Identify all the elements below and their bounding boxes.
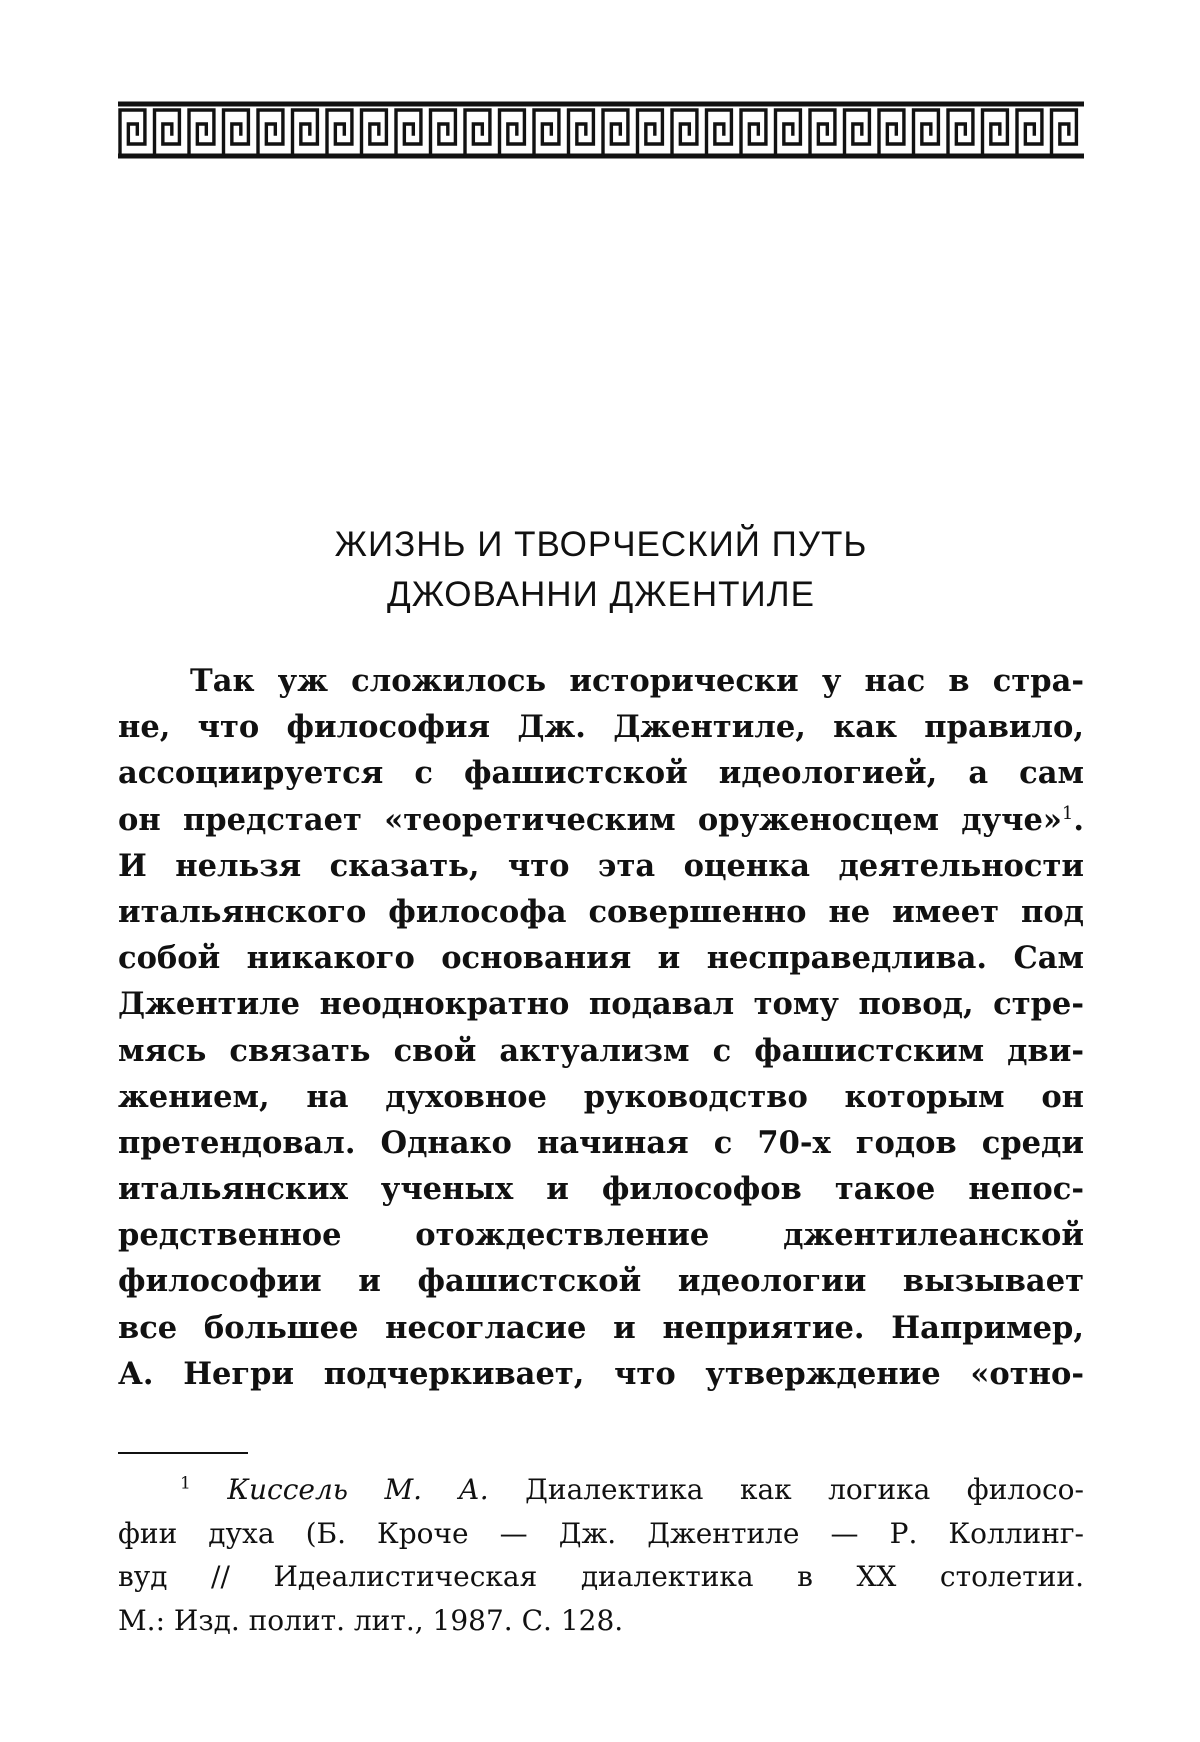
- body-paragraph: [118, 658, 1084, 1397]
- footnote-line: М.: Изд. полит. лит., 1987. С. 128.: [118, 1603, 624, 1637]
- body-line: не, что философия Дж. Джентиле, как правило,: [118, 709, 1084, 746]
- body-line: Так уж сложилось исторически у нас в стра-: [190, 663, 1084, 699]
- body-line: ассоциируется с фашистской идеологией, а сам: [118, 755, 1084, 792]
- body-line-text: он предстает «теоретическим оруженосцем дуче»: [118, 801, 1062, 838]
- footnote-line: фии духа (Б. Кроче — Дж. Джентиле — Р. Коллинг-: [118, 1516, 1084, 1550]
- body-line: редственное отождествление джентилеанской: [118, 1217, 1084, 1254]
- body-line-with-footnote-ref: [118, 797, 1084, 843]
- chapter-title-line-1: ЖИЗНЬ И ТВОРЧЕСКИЙ ПУТЬ: [334, 525, 868, 564]
- body-line: И нельзя сказать, что эта оценка деятельности: [118, 847, 1084, 884]
- footnote-text: Диалектика как логика филосо-: [488, 1473, 1085, 1506]
- footnote-separator: [118, 1452, 248, 1454]
- body-line: все большее несогласие и неприятие. Например,: [118, 1309, 1084, 1346]
- footnote-line: вуд // Идеалистическая диалектика в XX столетии.: [118, 1560, 1084, 1593]
- body-line: итальянских ученых и философов такое непос-: [118, 1171, 1084, 1208]
- body-line: собой никакого основания и несправедлива. Сам: [118, 940, 1084, 977]
- body-line: философии и фашистской идеологии вызывает: [118, 1263, 1084, 1300]
- body-line: Джентиле неоднократно подавал тому повод, стре-: [118, 986, 1084, 1023]
- footnote-line: [118, 1468, 1084, 1512]
- greek-key-ornament-border: [118, 100, 1084, 164]
- footnote-marker: 1: [180, 1473, 191, 1494]
- body-line: итальянского философа совершенно не имеет под: [118, 893, 1084, 930]
- body-line: претендовал. Однако начиная с 70-х годов среди: [118, 1124, 1084, 1161]
- body-line: жением, на духовное руководство которым он: [118, 1078, 1084, 1115]
- chapter-title: [118, 520, 1084, 620]
- body-line: мясь связать свой актуализм с фашистским дви-: [118, 1032, 1084, 1069]
- footnote: [118, 1468, 1084, 1642]
- body-line: А. Негри подчеркивает, что утверждение «отно-: [118, 1355, 1084, 1392]
- footnote-reference: 1: [1061, 802, 1074, 824]
- footnote-author: Киссель М. А.: [227, 1473, 489, 1506]
- chapter-title-line-2: ДЖОВАННИ ДЖЕНТИЛЕ: [387, 575, 815, 614]
- footnote-ref-period: .: [1073, 801, 1084, 838]
